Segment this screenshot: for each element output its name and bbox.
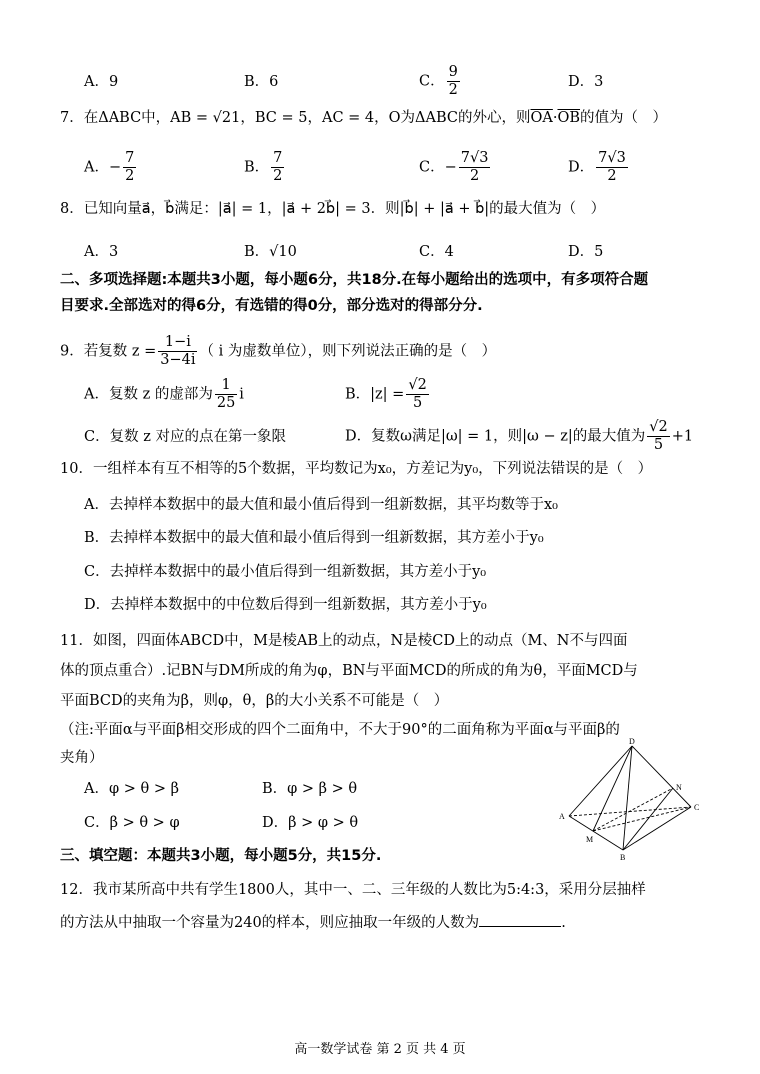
fig-label-d: D: [629, 737, 635, 746]
q12-answer-blank[interactable]: [479, 912, 561, 927]
q7-stem: 7．在ΔABC中，AB = √21，BC = 5，AC = 4，O为ΔABC的外心，则$\overline{OA}\cdot\overline{OB}$的值为（ ）: [60, 110, 668, 126]
fig-label-n: N: [676, 783, 682, 792]
q8-option-b: B．√10: [244, 244, 297, 260]
tetrahedron-figure: [552, 736, 706, 862]
q11-option-c: C．β > θ > φ: [84, 815, 180, 831]
q9-option-a: A．复数 z 的虚部为 $\frac{1}{25}$ i: [84, 377, 244, 411]
q6-option-b: B．6: [244, 74, 279, 90]
fig-label-m: M: [586, 835, 594, 844]
q9-option-c: C．复数 z 对应的点在第一象限: [84, 429, 286, 445]
page-footer: 高一数学试卷 第 2 页 共 4 页: [294, 1042, 466, 1057]
q9-option-b: B．|z| = $\frac{√2}{5}$: [345, 377, 427, 411]
q10-option-c: C．去掉样本数据中的最小值后得到一组新数据，其方差小于y₀: [84, 564, 487, 580]
q11-option-a: A．φ > θ > β: [84, 781, 179, 797]
q12-stem-line2: 的方法从中抽取一个容量为240的样本，则应抽取一年级的人数为 .: [60, 912, 760, 933]
q8-option-d: D．5: [568, 244, 604, 260]
q7-option-b: B． $\frac{7}{2}$: [244, 150, 283, 184]
q8-option-c: C．4: [419, 244, 454, 260]
q11-stem-line2: 体的顶点重合）.记BN与DM所成的角为φ，BN与平面MCD的所成的角为θ，平面MCD与: [60, 663, 638, 679]
q7-option-c: C．− $\frac{7√3}{2}$: [419, 150, 489, 184]
q11-note-line2: 夹角）: [60, 750, 104, 766]
section3-heading: 三、填空题：本题共3小题，每小题5分，共15分.: [60, 848, 382, 864]
q10-option-a: A．去掉样本数据中的最大值和最小值后得到一组新数据，其平均数等于x₀: [84, 497, 558, 513]
q6-option-c: C． $\frac{9}{2}$: [419, 64, 458, 98]
q10-option-d: D．去掉样本数据中的中位数后得到一组新数据，其方差小于y₀: [84, 597, 487, 613]
fig-label-b: B: [620, 853, 626, 862]
q10-option-b: B．去掉样本数据中的最大值和最小值后得到一组新数据，其方差小于y₀: [84, 530, 544, 546]
q10-stem: 10．一组样本有互不相等的5个数据，平均数记为x₀，方差记为y₀，下列说法错误的是（ ）: [60, 461, 653, 477]
section2-heading-line2: 目要求.全部选对的得6分，有选错的得0分，部分选对的得部分分.: [60, 298, 483, 314]
q6-option-d: D．3: [568, 74, 604, 90]
q9-option-d: D．复数ω满足|ω| = 1，则|ω − z|的最大值为 $\frac{√2}{5}$ +1: [345, 419, 694, 453]
fig-label-c: C: [694, 803, 700, 812]
fig-label-a: A: [559, 812, 565, 821]
q11-stem-line1: 11．如图，四面体ABCD中，M是棱AB上的动点，N是棱CD上的动点（M、N不与四面: [60, 633, 628, 649]
q11-option-d: D．β > φ > θ: [262, 815, 359, 831]
section2-heading-line1: 二、多项选择题:本题共3小题，每小题6分，共18分.在每小题给出的选项中，有多项符合题: [60, 272, 649, 288]
q12-stem-line1: 12．我市某所高中共有学生1800人，其中一、二、三年级的人数比为5:4:3，采用分层抽样: [60, 882, 646, 898]
q11-option-b: B．φ > β > θ: [262, 781, 358, 797]
q8-option-a: A．3: [84, 244, 119, 260]
q11-stem-line3: 平面BCD的夹角为β，则φ，θ，β的大小关系不可能是（ ）: [60, 693, 449, 709]
q8-stem: 8．已知向量a⃗，b⃗满足：|a⃗| = 1，|a⃗ + 2b⃗| = 3．则|b⃗| + |a⃗ + b⃗|的最大值为（ ）: [60, 201, 606, 217]
q9-stem: 9．若复数 z = $\frac{1-i}{3-4i}$ （ i 为虚数单位），则下列说法正确的是（ ）: [60, 334, 497, 368]
q7-option-a: A．− $\frac{7}{2}$: [84, 150, 135, 184]
q7-option-d: D． $\frac{7√3}{2}$: [568, 150, 626, 184]
q11-note-line1: （注:平面α与平面β相交形成的四个二面角中，不大于90°的二面角称为平面α与平面β的: [60, 722, 620, 738]
q6-option-a: A．9: [84, 74, 119, 90]
